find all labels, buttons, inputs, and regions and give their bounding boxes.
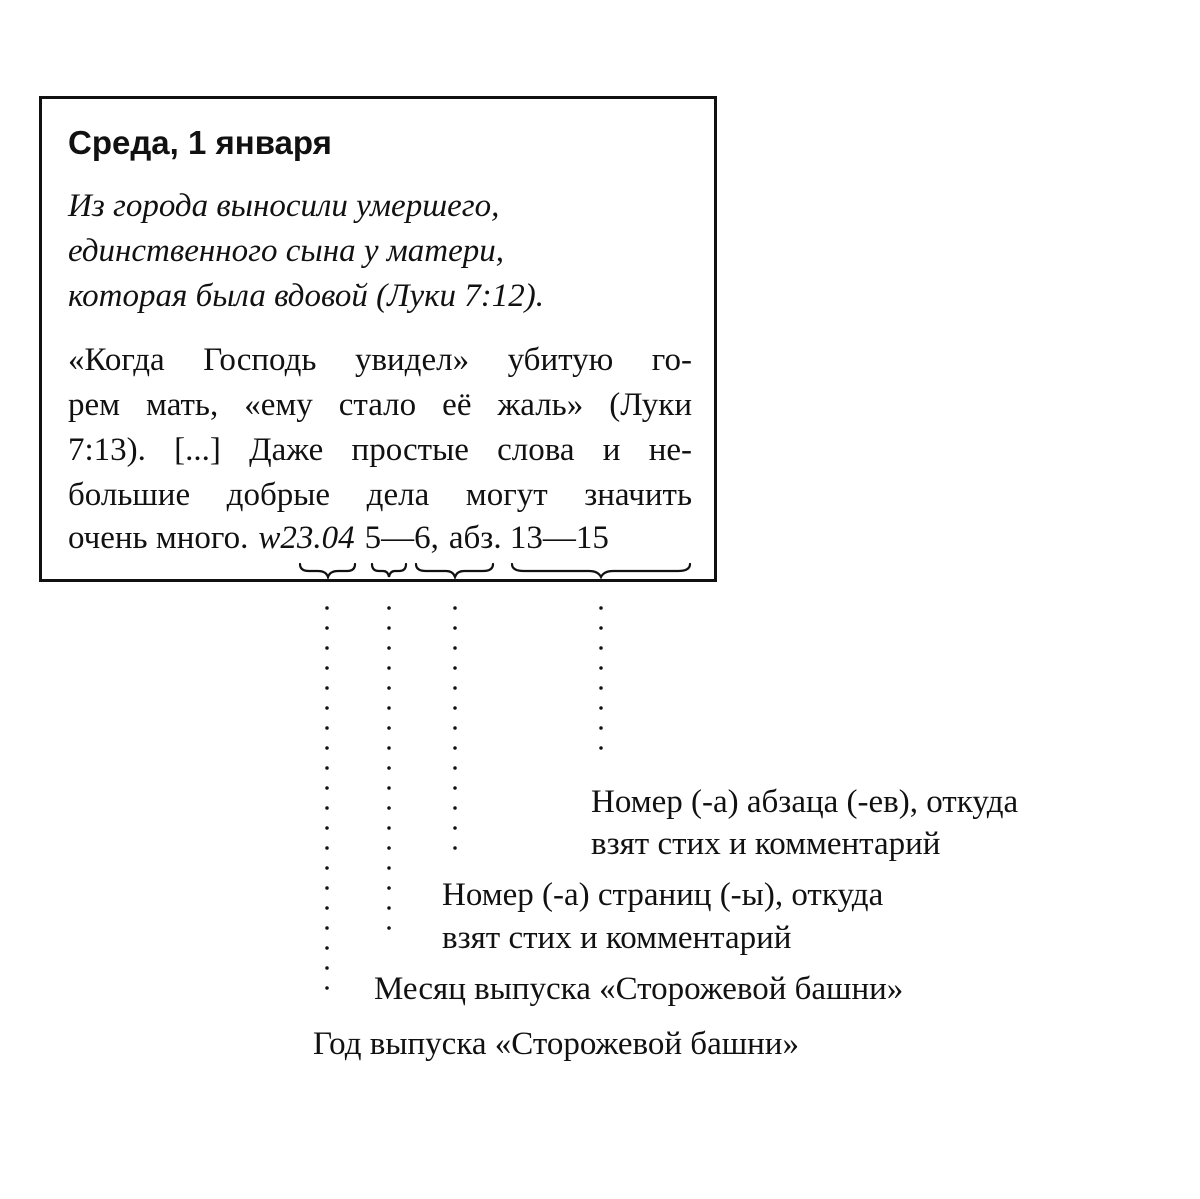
comment-line-4: большие добрые дела могут значить [68,477,692,513]
ref-year: w23 [258,520,314,556]
card-date-heading: Среда, 1 января [68,124,332,161]
verse-line-2: единственного сына у матери, [68,233,505,269]
comment-last-text: очень много. [68,520,249,556]
label-pages-line-1: Номер (-а) страниц (-ы), откуда [442,877,884,913]
comment-line-1: «Когда Господь увидел» убитую го- [68,342,692,378]
ref-paragraphs: абз. 13—15 [448,520,609,556]
label-year: Год выпуска «Сторожевой башни» [313,1026,799,1062]
ref-month: .04 [313,520,355,556]
comment-line-3: 7:13). [...] Даже простые слова и не- [68,432,692,468]
label-month: Месяц выпуска «Сторожевой башни» [374,971,904,1007]
ref-pages: 5—6, [364,520,439,556]
comment-line-2: рем мать, «ему стало её жаль» (Луки [68,387,692,423]
verse-line-3: которая была вдовой (Луки 7:12). [68,278,545,314]
label-pages-line-2: взят стих и комментарий [442,920,792,956]
label-paragraphs-line-2: взят стих и комментарий [591,826,941,862]
verse-line-1: Из города выносили умершего, [68,188,500,224]
label-paragraphs-line-1: Номер (-а) абзаца (-ев), откуда [591,784,1019,820]
